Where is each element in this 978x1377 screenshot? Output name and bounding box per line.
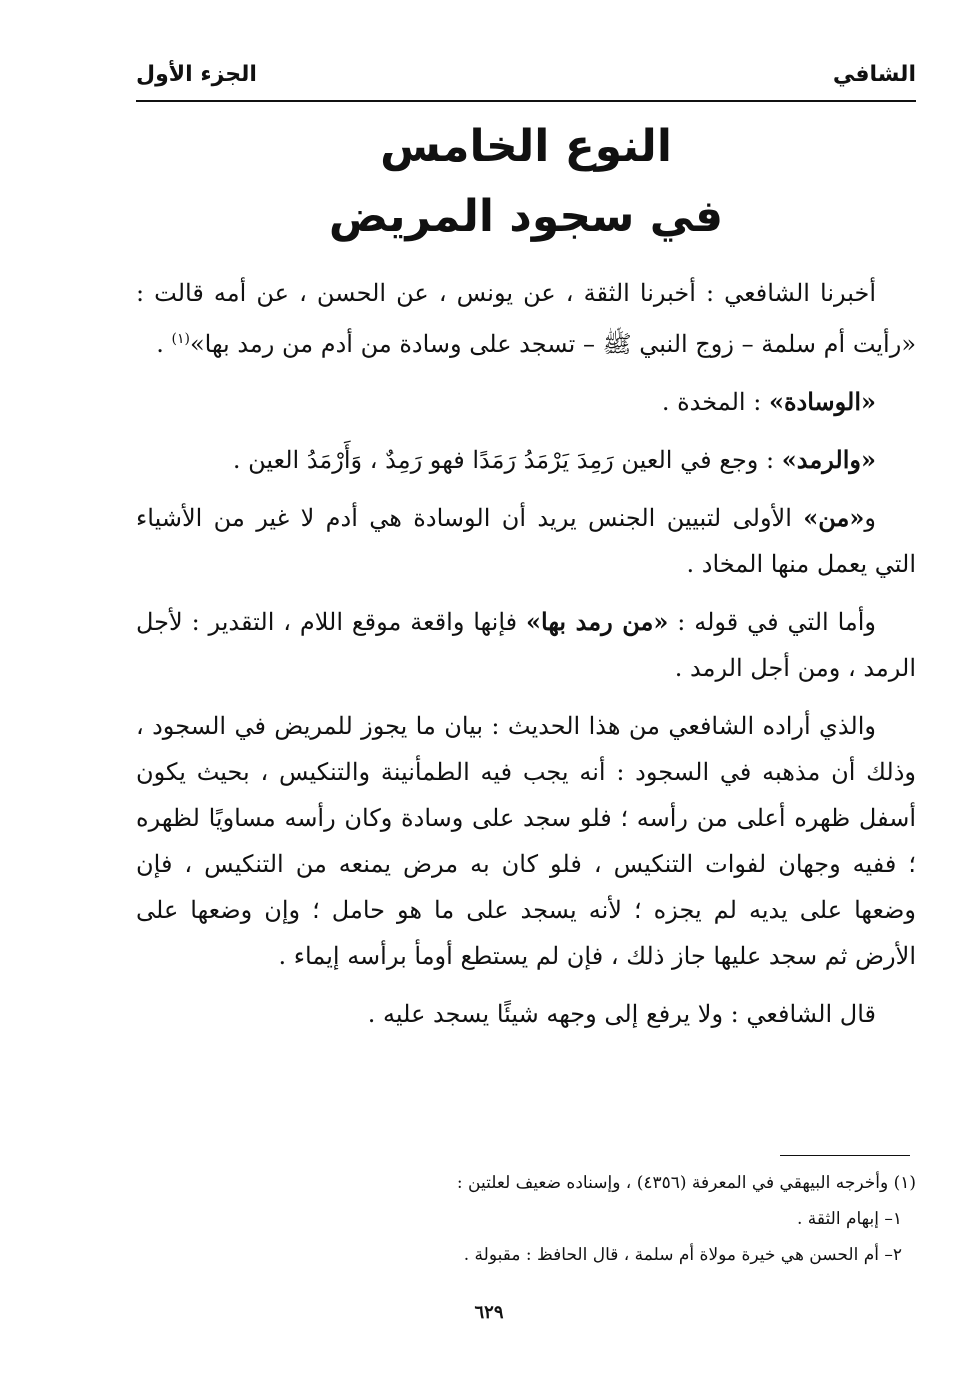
term-wisada: «الوسادة» — [768, 387, 876, 416]
paragraph-min-ramad — [136, 599, 916, 691]
footnotes — [136, 1165, 916, 1273]
chapter-subtitle: في سجود المريض — [328, 191, 724, 242]
paragraph-min — [136, 495, 916, 587]
footnote-ref: (١) — [171, 331, 190, 347]
min-ramad-prefix: وأما التي في قوله : — [668, 608, 876, 636]
paragraph-ruling: والذي أراده الشافعي من هذا الحديث : بيان ما يجوز للمريض في السجود ، وذلك أن مذهبه في السجود : أنه يجب فيه الطمأنينة والتنكيس ، بحيث يكون أسفل ظهره أعلى من رأسه ؛ فلو سجد على وسادة وكان رأسه مساويًا لظهره ؛ ففيه وجهان لفوات التنكيس ، فلو كان به مرض يمنعه من التنكيس ، فإن وضعها على يديه لم يجزه ؛ لأنه يسجد على ما هو حامل ؛ وإن وضعها على الأرض ثم سجد عليها جاز ذلك ، فإن لم يستطع أومأ برأسه إيماء . — [136, 712, 917, 970]
hadith-end: . — [156, 330, 172, 358]
paragraph-hadith — [136, 270, 916, 367]
term-min: «من» — [803, 503, 865, 532]
footnote-rule — [780, 1155, 910, 1156]
footnote-1-reason-2: ٢– أم الحسن هي خيرة مولاة أم سلمة ، قال الحافظ : مقبولة . — [463, 1245, 902, 1265]
header-book-title: الشافي — [832, 61, 916, 87]
definition-ramad: : وجع في العين رَمِدَ يَرْمَدُ رَمَدًا فهو رَمِدٌ ، وَأَرْمَدُ العين . — [232, 446, 782, 474]
term-min-ramad: «من رمد بها» — [526, 607, 669, 636]
min-prefix: و — [864, 504, 876, 532]
page-number: ٦٢٩ — [474, 1302, 504, 1323]
term-ramad: «والرمد» — [781, 445, 876, 474]
main-text — [136, 270, 916, 1049]
footnote-1-reason-1: ١– إبهام الثقة . — [797, 1209, 902, 1229]
paragraph-wisada — [136, 379, 916, 425]
definition-wisada: : المخدة . — [661, 388, 769, 416]
paragraph-shafii-saying: قال الشافعي : ولا يرفع إلى وجهه شيئًا يسجد عليه . — [367, 1000, 876, 1028]
definition-min-ramad: فإنها واقعة موقع اللام ، التقدير : لأجل الرمد ، ومن أجل الرمد . — [136, 608, 916, 682]
header-volume: الجزء الأول — [136, 61, 257, 87]
running-header — [136, 52, 916, 96]
chapter-title: النوع الخامس — [380, 121, 672, 172]
chapter-titles — [136, 112, 916, 252]
footnote-1: (١) وأخرجه البيهقي في المعرفة (٤٣٥٦) ، وإسناده ضعيف لعلتين : — [456, 1173, 916, 1193]
header-rule — [136, 100, 916, 102]
definition-min: الأولى لتبيين الجنس يريد أن الوسادة هي أدم لا غير من الأشياء التي يعمل منها المخاد . — [136, 504, 916, 578]
paragraph-ramad — [136, 437, 916, 483]
hadith-text: أخبرنا الشافعي : أخبرنا الثقة ، عن يونس ، عن الحسن ، عن أمه قالت : «رأيت أم سلمة – زوج النبي ﷺ – تسجد على وسادة من أدم من رمد بها» — [136, 279, 916, 358]
